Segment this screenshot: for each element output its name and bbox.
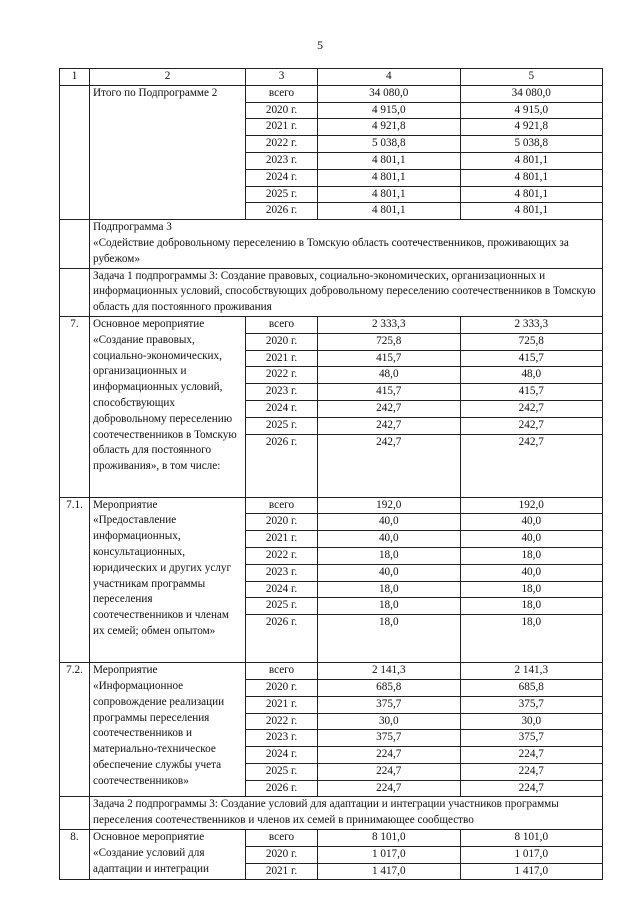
value-col4: 242,7 xyxy=(318,434,461,497)
table-row xyxy=(60,85,603,102)
year-cell: 2021 г. xyxy=(246,119,318,136)
empty-cell xyxy=(60,220,90,268)
value-col5: 4 915,0 xyxy=(460,102,603,119)
item-number xyxy=(60,85,90,219)
task-1 xyxy=(90,268,603,316)
empty-cell xyxy=(60,797,90,830)
table-row xyxy=(60,663,603,680)
value-col5: 415,7 xyxy=(460,384,603,401)
year-cell: 2026 г. xyxy=(246,780,318,797)
year-cell: 2022 г. xyxy=(246,136,318,153)
value-col4: 4 915,0 xyxy=(318,102,461,119)
year-cell: 2020 г. xyxy=(246,679,318,696)
year-cell: 2020 г. xyxy=(246,102,318,119)
value-col4: 2 333,3 xyxy=(318,316,461,333)
year-cell: всего xyxy=(246,663,318,680)
item-number: 8. xyxy=(60,830,90,880)
year-cell: 2021 г. xyxy=(246,863,318,880)
header-cell-2: 2 xyxy=(90,69,246,86)
value-col5: 1 417,0 xyxy=(460,863,603,880)
value-col4: 40,0 xyxy=(318,531,461,548)
year-cell: 2024 г. xyxy=(246,400,318,417)
value-col4: 1 417,0 xyxy=(318,863,461,880)
item-name: Мероприятие «Предоставление информационных, консультационных, юридических и других услуг участникам программы переселения соотечественников и членам их семей; обмен опытом» xyxy=(90,497,246,663)
task-2-row xyxy=(60,797,603,830)
year-cell: 2021 г. xyxy=(246,531,318,548)
value-col4: 48,0 xyxy=(318,367,461,384)
subprogram-3-title xyxy=(90,220,603,268)
value-col4: 40,0 xyxy=(318,564,461,581)
value-col5: 18,0 xyxy=(460,615,603,663)
value-col4: 18,0 xyxy=(318,547,461,564)
year-cell: 2023 г. xyxy=(246,730,318,747)
year-cell: 2023 г. xyxy=(246,564,318,581)
value-col4: 224,7 xyxy=(318,780,461,797)
budget-table xyxy=(59,68,603,880)
value-col5: 1 017,0 xyxy=(460,846,603,863)
value-col4: 224,7 xyxy=(318,747,461,764)
value-col5: 415,7 xyxy=(460,350,603,367)
item-number: 7. xyxy=(60,316,90,497)
value-col5: 242,7 xyxy=(460,434,603,497)
value-col5: 4 921,8 xyxy=(460,119,603,136)
year-cell: 2023 г. xyxy=(246,384,318,401)
value-col5: 725,8 xyxy=(460,333,603,350)
value-col5: 4 801,1 xyxy=(460,186,603,203)
value-col5: 224,7 xyxy=(460,780,603,797)
value-col4: 5 038,8 xyxy=(318,136,461,153)
value-col4: 18,0 xyxy=(318,581,461,598)
year-cell: всего xyxy=(246,316,318,333)
item-name: Мероприятие «Информационное сопровождение реализации программы переселения соотечественников и материально-техническое обеспечение службы учета соотечественников» xyxy=(90,663,246,797)
value-col5: 4 801,1 xyxy=(460,203,603,220)
value-col5: 242,7 xyxy=(460,417,603,434)
value-col4: 375,7 xyxy=(318,730,461,747)
header-row xyxy=(60,69,603,86)
subprogram-3-title-row xyxy=(60,220,603,268)
value-col4: 685,8 xyxy=(318,679,461,696)
value-col4: 8 101,0 xyxy=(318,830,461,847)
task-2 xyxy=(90,797,603,830)
year-cell: 2022 г. xyxy=(246,547,318,564)
empty-cell xyxy=(60,268,90,316)
value-col5: 34 080,0 xyxy=(460,85,603,102)
item-name: Итого по Подпрограмме 2 xyxy=(90,85,246,219)
item-name: Основное мероприятие «Создание условий для адаптации и интеграции xyxy=(90,830,246,880)
year-cell: 2024 г. xyxy=(246,747,318,764)
item-name: Основное мероприятие «Создание правовых, социально-экономических, организационных и информационных условий, способствующих добровольному переселению соотечественников в Томскую область для постоянного проживания», в том числе: xyxy=(90,316,246,497)
year-cell: 2025 г. xyxy=(246,186,318,203)
value-col5: 18,0 xyxy=(460,547,603,564)
year-cell: 2025 г. xyxy=(246,417,318,434)
value-col4: 415,7 xyxy=(318,350,461,367)
year-cell: всего xyxy=(246,85,318,102)
value-col4: 725,8 xyxy=(318,333,461,350)
value-col5: 30,0 xyxy=(460,713,603,730)
value-col5: 4 801,1 xyxy=(460,169,603,186)
value-col5: 2 141,3 xyxy=(460,663,603,680)
year-cell: 2021 г. xyxy=(246,350,318,367)
year-cell: 2020 г. xyxy=(246,514,318,531)
value-col4: 4 801,1 xyxy=(318,169,461,186)
year-cell: 2024 г. xyxy=(246,581,318,598)
value-col5: 8 101,0 xyxy=(460,830,603,847)
year-cell: 2025 г. xyxy=(246,763,318,780)
value-col4: 4 801,1 xyxy=(318,186,461,203)
value-col4: 4 921,8 xyxy=(318,119,461,136)
year-cell: 2020 г. xyxy=(246,333,318,350)
year-cell: 2020 г. xyxy=(246,846,318,863)
header-cell-4: 4 xyxy=(318,69,461,86)
value-col5: 18,0 xyxy=(460,598,603,615)
header-cell-5: 5 xyxy=(460,69,603,86)
value-col5: 40,0 xyxy=(460,514,603,531)
value-col4: 18,0 xyxy=(318,598,461,615)
value-col4: 30,0 xyxy=(318,713,461,730)
value-col5: 375,7 xyxy=(460,696,603,713)
subprogram-3-name: «Содействие добровольному переселению в Томскую область соотечественников, проживающих за рубежом» xyxy=(93,236,569,265)
value-col4: 4 801,1 xyxy=(318,203,461,220)
value-col5: 2 333,3 xyxy=(460,316,603,333)
year-cell: 2026 г. xyxy=(246,203,318,220)
year-cell: 2021 г. xyxy=(246,696,318,713)
value-col5: 5 038,8 xyxy=(460,136,603,153)
value-col4: 2 141,3 xyxy=(318,663,461,680)
table-row xyxy=(60,316,603,333)
value-col4: 4 801,1 xyxy=(318,152,461,169)
value-col4: 224,7 xyxy=(318,763,461,780)
value-col5: 4 801,1 xyxy=(460,152,603,169)
value-col5: 192,0 xyxy=(460,497,603,514)
header-cell-3: 3 xyxy=(246,69,318,86)
item-number: 7.1. xyxy=(60,497,90,663)
value-col5: 48,0 xyxy=(460,367,603,384)
value-col5: 685,8 xyxy=(460,679,603,696)
value-col5: 40,0 xyxy=(460,564,603,581)
year-cell: всего xyxy=(246,497,318,514)
value-col5: 224,7 xyxy=(460,747,603,764)
value-col4: 375,7 xyxy=(318,696,461,713)
task-1-text: Задача 1 подпрограммы 3: Создание правовых, социально-экономических, организационных и информационных условий, способствующих добровольному переселению соотечественников в Томскую область для постоянного проживания xyxy=(93,269,596,314)
value-col4: 40,0 xyxy=(318,514,461,531)
value-col4: 415,7 xyxy=(318,384,461,401)
task-1-row xyxy=(60,268,603,316)
year-cell: 2025 г. xyxy=(246,598,318,615)
year-cell: 2023 г. xyxy=(246,152,318,169)
item-number: 7.2. xyxy=(60,663,90,797)
value-col4: 192,0 xyxy=(318,497,461,514)
page-number: 5 xyxy=(317,38,323,52)
value-col4: 242,7 xyxy=(318,400,461,417)
year-cell: 2024 г. xyxy=(246,169,318,186)
value-col5: 18,0 xyxy=(460,581,603,598)
value-col5: 242,7 xyxy=(460,400,603,417)
subprogram-3-label: Подпрограмма 3 xyxy=(93,221,172,234)
task-2-text: Задача 2 подпрограммы 3: Создание условий для адаптации и интеграции участников программы переселения соотечественников и членов их семей в принимающее сообщество xyxy=(93,798,559,827)
year-cell: 2026 г. xyxy=(246,615,318,663)
value-col4: 34 080,0 xyxy=(318,85,461,102)
year-cell: всего xyxy=(246,830,318,847)
value-col4: 242,7 xyxy=(318,417,461,434)
value-col5: 40,0 xyxy=(460,531,603,548)
header-cell-1: 1 xyxy=(60,69,90,86)
value-col5: 375,7 xyxy=(460,730,603,747)
value-col4: 1 017,0 xyxy=(318,846,461,863)
table-row xyxy=(60,497,603,514)
year-cell: 2022 г. xyxy=(246,713,318,730)
year-cell: 2022 г. xyxy=(246,367,318,384)
year-cell: 2026 г. xyxy=(246,434,318,497)
value-col5: 224,7 xyxy=(460,763,603,780)
value-col4: 18,0 xyxy=(318,615,461,663)
table-row xyxy=(60,830,603,847)
